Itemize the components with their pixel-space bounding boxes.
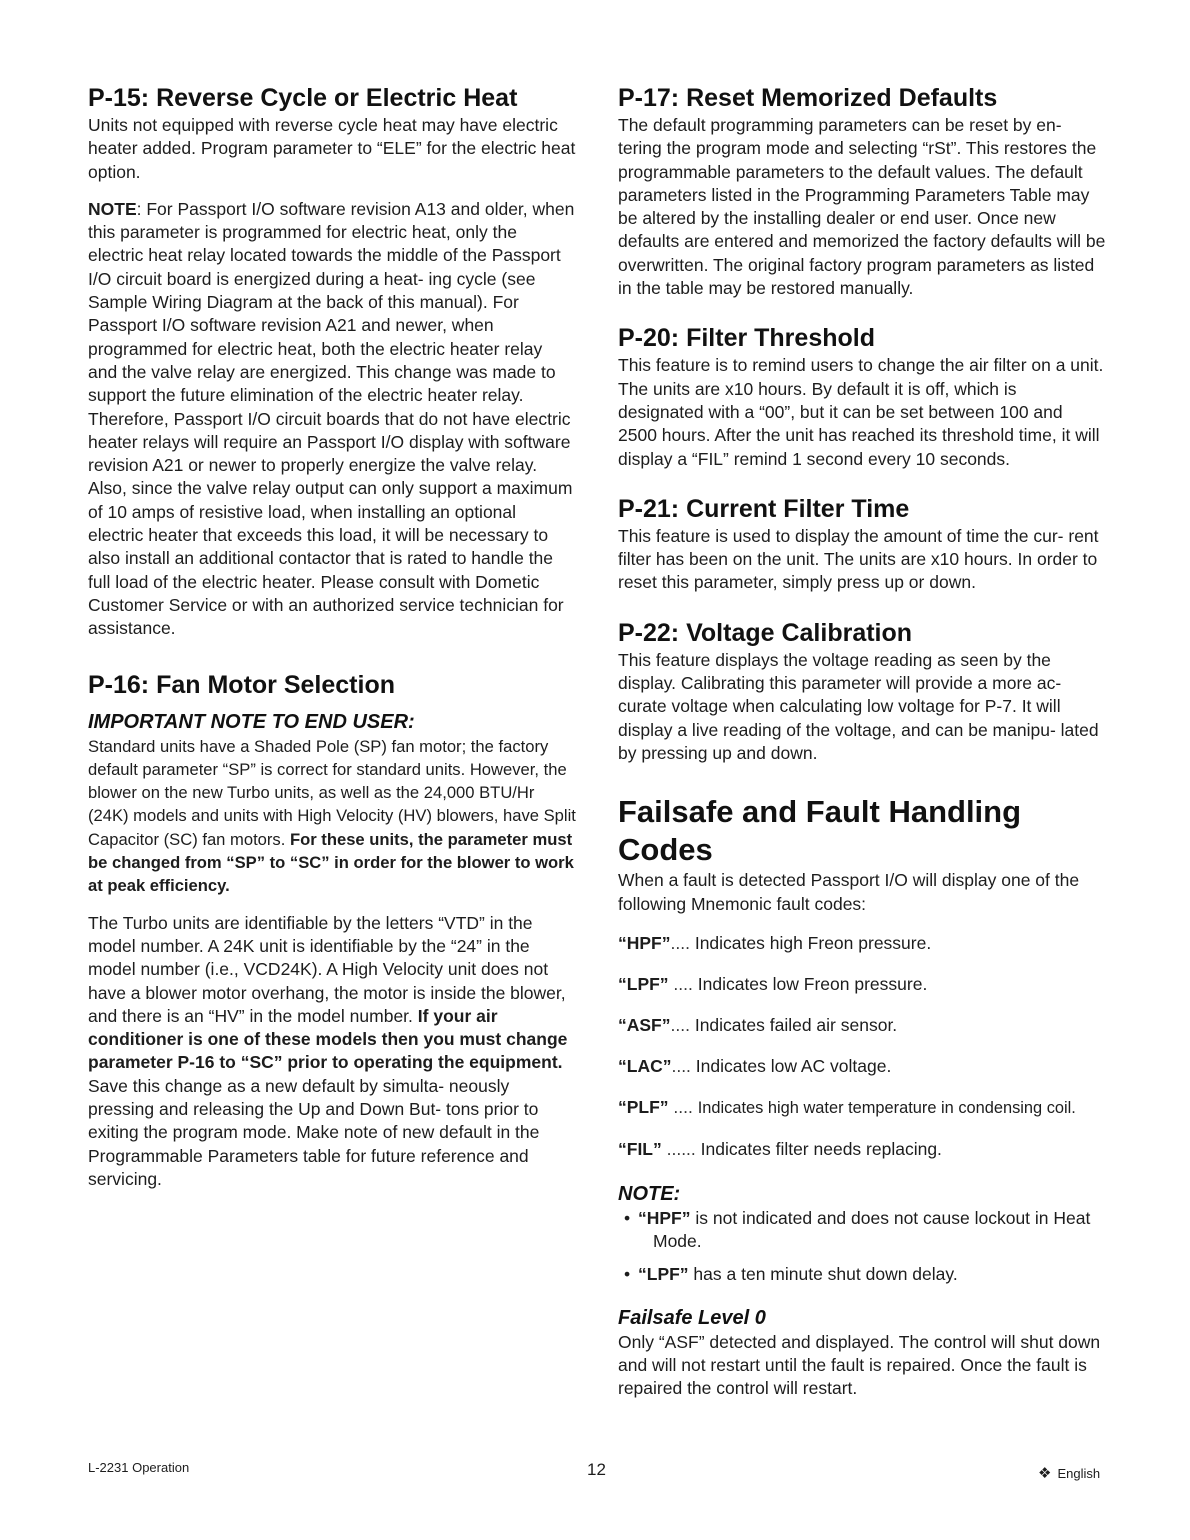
- fault-code-row: “LPF” .... Indicates low Freon pressure.: [618, 973, 928, 994]
- fault-code: “LPF”: [618, 973, 669, 994]
- p22-text: This feature displays the voltage reading as seen by the display. Calibrating this parameter will provide a more ac- curate voltage when calculating low voltage for P-7. It will display a live reading of the voltage, and can be manipu- lated by pressing up and down.: [618, 649, 1099, 763]
- four-diamond-icon: ❖: [1038, 1465, 1052, 1482]
- p16-heading: P-16: Fan Motor Selection: [88, 670, 395, 699]
- fault-description: Indicates filter needs replacing.: [700, 1138, 942, 1159]
- fault-code: “HPF”: [618, 932, 671, 953]
- p15-note-text: : For Passport I/O software revision A13 and older, when this parameter is programmed for electric heat, only the electric heat relay located towards the middle of the Passport I/O circuit board is energized during a heat- ing cycle (see Sample Wiring Diagram at the back of this manual). For Passport I/O software revision A21 and newer, when programmed for electric heat, both the electric heater relay and the valve relay are energized. This change was made to support the future elimination of the electric heater relay. Therefore, Passport I/O circuit boards that do not have electric heater relays will require an Passport I/O display with software revision A21 or newer to properly energize the valve relay. Also, since the valve relay output can only support a maximum of 10 amps of resistive load, when installing an optional electric heater that exceeds this load, it will be necessary to also install an additional contactor that is rated to handle the full load of the electric heater. Please consult with Dometic Customer Service or with an authorized service technician for assistance.: [88, 198, 575, 639]
- p16-important-note: IMPORTANT NOTE TO END USER:: [88, 710, 415, 733]
- fault-code-row: “FIL” ...... Indicates filter needs replacing.: [618, 1138, 942, 1159]
- p21-heading: P-21: Current Filter Time: [618, 494, 910, 523]
- fault-code-list: [618, 932, 1106, 1161]
- failsafe-heading: Failsafe and Fault Handling Codes: [618, 794, 1022, 868]
- failsafe-note-heading: NOTE:: [618, 1182, 681, 1205]
- page-footer: [0, 1458, 1190, 1488]
- p20-text: This feature is to remind users to change the air filter on a unit. The units are x10 hours. By default it is off, which is designated with a “00”, but it can be set between 100 and 2500 hours. After the unit has reached its threshold time, it will display a “FIL” remind 1 second every 10 seconds.: [618, 355, 1104, 469]
- p20-heading: P-20: Filter Threshold: [618, 324, 875, 353]
- fault-code: “LAC”: [618, 1055, 672, 1076]
- fault-description: Indicates high Freon pressure.: [694, 932, 932, 953]
- p15-intro: Units not equipped with reverse cycle heat may have electric heater added. Program parameter to “ELE” for the electric heat option.: [88, 115, 576, 182]
- section-p22: [618, 617, 1106, 765]
- section-p20: [618, 322, 1106, 470]
- section-p17: [618, 82, 1106, 300]
- failsafe-intro: When a fault is detected Passport I/O will display one of the following Mnemonic fault codes:: [618, 870, 1080, 914]
- fault-code: “FIL”: [618, 1138, 662, 1159]
- p15-note-label: NOTE: [88, 198, 137, 219]
- failsafe-note-list: [618, 1207, 1106, 1287]
- section-failsafe: [618, 793, 1106, 1400]
- list-item: • “LPF” has a ten minute shut down delay.: [624, 1264, 958, 1285]
- p15-note: [88, 198, 576, 641]
- section-p21: [618, 493, 1106, 595]
- fault-code: “PLF”: [618, 1096, 669, 1117]
- fault-code-row: “ASF”.... Indicates failed air sensor.: [618, 1014, 898, 1035]
- fault-description: Indicates failed air sensor.: [694, 1014, 898, 1035]
- list-item: • “HPF” is not indicated and does not cause lockout in Heat Mode.: [624, 1207, 1091, 1252]
- fault-description: Indicates low AC voltage.: [695, 1055, 892, 1076]
- footer-page-number: 12: [587, 1460, 606, 1479]
- fault-code-row: “HPF”.... Indicates high Freon pressure.: [618, 932, 932, 953]
- p22-heading: P-22: Voltage Calibration: [618, 618, 913, 647]
- section-p15: [88, 82, 576, 641]
- fault-code-row: “LAC”.... Indicates low AC voltage.: [618, 1055, 892, 1076]
- failsafe-level0-heading: Failsafe Level 0: [618, 1306, 766, 1329]
- section-p16: [88, 669, 576, 1192]
- p16-para2-normal: The Turbo units are identifiable by the letters “VTD” in the model number. A 24K unit is identifiable by the “24” in the model number (i.e., VCD24K). A High Velocity unit does not have a blower motor overhang, the motor is inside the blower, and there is an “HV” in the model number.: [88, 912, 566, 1026]
- p17-text: The default programming parameters can be reset by en- tering the program mode and selecting “rSt”. This restores the programmable parameters to the default values. The default parameters listed in the Programming Parameters Table may be altered by the installing dealer or end user. Once new defaults are entered and memorized the factory defaults will be overwritten. The original factory program parameters as listed in the table may be restored manually.: [618, 115, 1106, 299]
- p21-text: This feature is used to display the amount of time the cur- rent filter has been on the unit. The units are x10 hours. In order to reset this parameter, simply press up or down.: [618, 525, 1099, 593]
- fault-description: Indicates low Freon pressure.: [697, 973, 928, 994]
- p16-para1-bold: For these units, the parameter must be changed from “SP” to “SC” in order for the blower to work at peak efficiency.: [88, 829, 574, 896]
- failsafe-level0-text: Only “ASF” detected and displayed. The control will shut down and will not restart until the fault is repaired. Once the fault is repaired the control will restart.: [618, 1331, 1101, 1399]
- footer-doc-id: L-2231 Operation: [88, 1460, 190, 1475]
- fault-description: Indicates high water temperature in condensing coil.: [697, 1098, 1076, 1117]
- p16-para1-normal: Standard units have a Shaded Pole (SP) fan motor; the factory default parameter “SP” is correct for standard units. However, the blower on the new Turbo units, as well as the 24,000 BTU/Hr (24K) models and units with High Velocity (HV) blowers, have Split Capacitor (SC) fan motors.: [88, 736, 576, 849]
- footer-language: [1038, 1464, 1100, 1482]
- right-column: [618, 82, 1106, 1401]
- fault-code-row: “PLF” .... Indicates high water temperature in condensing coil.: [618, 1096, 1076, 1117]
- fault-code: “ASF”: [618, 1014, 671, 1035]
- p16-para2: [88, 912, 576, 1192]
- p17-heading: P-17: Reset Memorized Defaults: [618, 84, 998, 112]
- p16-para2-bold: If your air conditioner is one of these models then you must change parameter P-16 to “SC” prior to operating the equipment.: [88, 1005, 568, 1073]
- footer-language-label: English: [1057, 1466, 1101, 1481]
- p15-heading: P-15: Reverse Cycle or Electric Heat: [88, 84, 518, 112]
- left-column: [88, 82, 576, 1191]
- p16-para2-end: Save this change as a new default by simulta- neously pressing and releasing the Up and Down But- tons prior to exiting the program mode. Make note of new default in the Programmable Parameters table for future reference and servicing.: [88, 1075, 540, 1189]
- p16-para1: [88, 735, 576, 898]
